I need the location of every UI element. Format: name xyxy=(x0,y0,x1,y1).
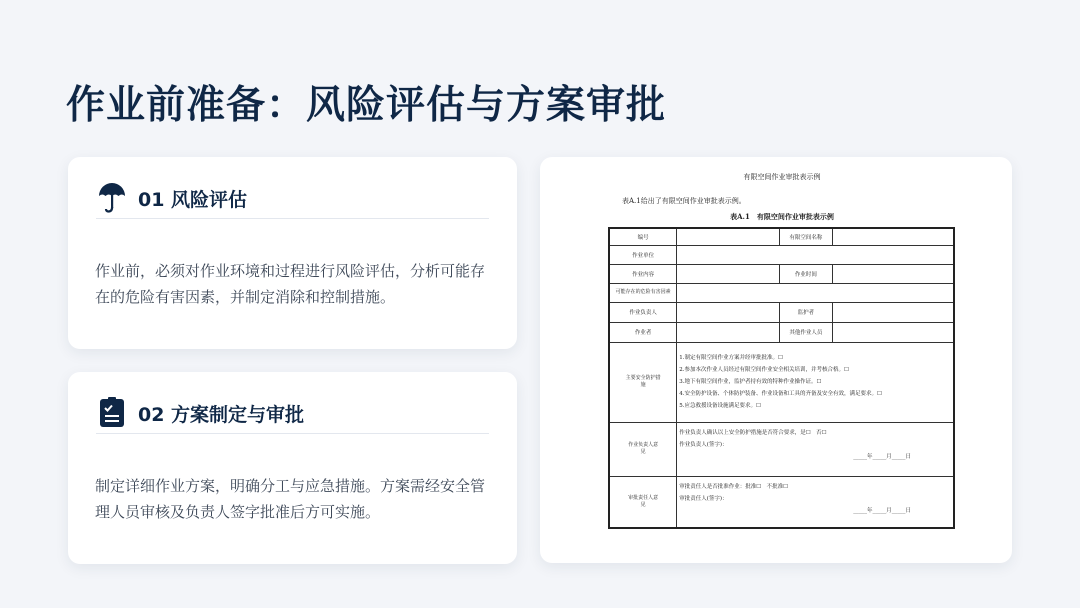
table-row xyxy=(609,302,954,322)
table-cell: 监护者 xyxy=(779,302,833,322)
card-header xyxy=(96,396,304,430)
table-cell xyxy=(833,264,954,283)
table-cell xyxy=(677,322,779,342)
table-cell: 作业者 xyxy=(609,322,677,342)
table-row xyxy=(609,422,954,476)
approval-form-document xyxy=(606,168,958,534)
table-cell: 作业单位 xyxy=(609,245,677,264)
table-cell xyxy=(677,283,954,302)
table-cell: 作业内容 xyxy=(609,264,677,283)
table-cell xyxy=(677,245,954,264)
divider xyxy=(96,433,489,434)
leader-opinion-cell xyxy=(677,422,954,476)
card-header xyxy=(96,181,247,215)
list-item: 5.应急救援设备设施满足要求。☐ xyxy=(679,403,761,409)
table-cell xyxy=(677,264,779,283)
table-cell: 作业时间 xyxy=(779,264,833,283)
table-row xyxy=(609,264,954,283)
table-row xyxy=(609,245,954,264)
table-cell: 主要安全防护措施 xyxy=(609,342,677,422)
approver-opinion-cell xyxy=(677,476,954,528)
risk-assessment-card xyxy=(68,157,517,349)
table-cell: 可能存在的危险有害因素 xyxy=(609,283,677,302)
text-line: 作业负责人(签字)： xyxy=(679,441,728,448)
table-cell: 作业负责人意见 xyxy=(609,422,677,476)
table-cell: 有限空间名称 xyxy=(779,228,833,245)
text-line: 作业负责人确认以上安全防护措施是否符合要求，是☐ 否☐ xyxy=(679,429,827,436)
list-item: 2.参加本次作业人员经过有限空间作业安全相关培训，并考核合格。☐ xyxy=(679,367,849,373)
clipboard-check-icon xyxy=(96,396,128,430)
table-row xyxy=(609,322,954,342)
card-body-text: 作业前，必须对作业环境和过程进行风险评估，分析可能存在的危险有害因素，并制定消除和控制措施。 xyxy=(95,262,486,306)
doc-caption: 表A.1 有限空间作业审批表示例 xyxy=(730,212,834,221)
doc-header: 有限空间作业审批表示例 xyxy=(743,173,821,181)
card-heading: 02 方案制定与审批 xyxy=(138,403,305,426)
table-cell xyxy=(677,228,779,245)
safety-measures-cell xyxy=(677,342,954,422)
umbrella-icon xyxy=(96,181,128,215)
card-body-text: 制定详细作业方案，明确分工与应急措施。方案需经安全管理人员审核及负责人签字批准后方可实施。 xyxy=(95,477,486,521)
text-line: 审批责任人是否批准作业：批准☐ 不批准☐ xyxy=(679,483,789,490)
approval-form-table xyxy=(608,227,955,529)
date-line: _____年_____月_____日 xyxy=(853,507,911,514)
table-cell xyxy=(833,302,954,322)
list-item: 4.安全防护设备、个体防护装备、作业设备和工具的齐备及安全有效，满足要求。☐ xyxy=(679,391,882,397)
page-title: 作业前准备：风险评估与方案审批 xyxy=(66,83,667,128)
table-row xyxy=(609,476,954,528)
plan-approval-card xyxy=(68,372,517,564)
table-cell xyxy=(833,228,954,245)
table-cell xyxy=(677,302,779,322)
list-item: 1.制定有限空间作业方案并经审批批准。☐ xyxy=(679,355,783,361)
table-row xyxy=(609,283,954,302)
doc-intro: 表A.1给出了有限空间作业审批表示例。 xyxy=(622,197,746,205)
table-cell: 审批责任人意见 xyxy=(609,476,677,528)
table-row xyxy=(609,342,954,422)
table-cell: 其他作业人员 xyxy=(779,322,833,342)
text-line: 审批责任人(签字)： xyxy=(679,495,728,502)
table-cell xyxy=(833,322,954,342)
divider xyxy=(96,218,489,219)
list-item: 3.地下有限空间作业，监护者持有效的特种作业操作证。☐ xyxy=(679,379,822,385)
date-line: _____年_____月_____日 xyxy=(853,453,911,460)
table-cell: 编号 xyxy=(609,228,677,245)
card-heading: 01 风险评估 xyxy=(138,188,248,211)
table-row xyxy=(609,228,954,245)
table-cell: 作业负责人 xyxy=(609,302,677,322)
